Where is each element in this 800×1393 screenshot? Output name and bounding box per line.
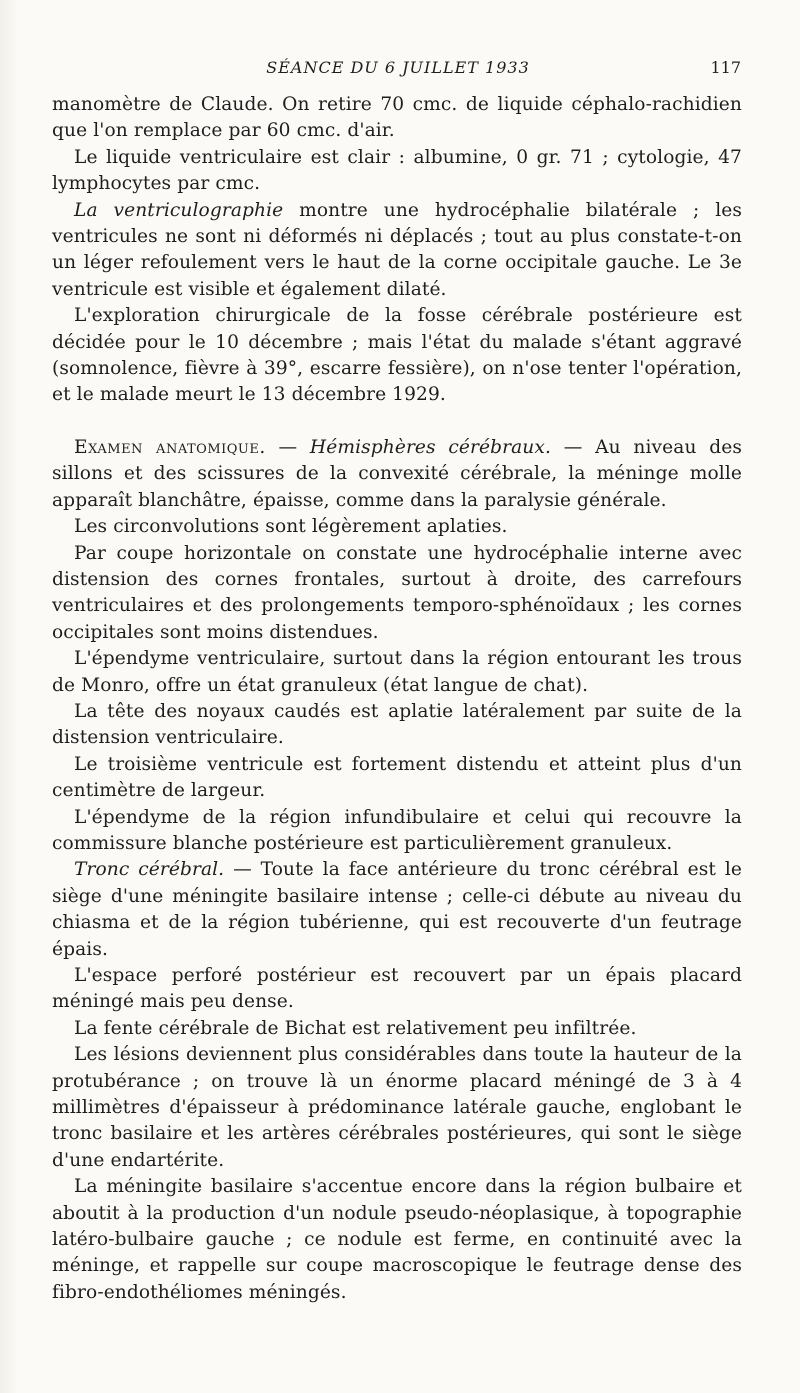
paragraph-text: La tête des noyaux caudés est aplatie latéralement par suite de la distension ventriculaire. xyxy=(52,700,742,749)
paragraph-text: Par coupe horizontale on constate une hydrocéphalie interne avec distension des cornes frontales, surtout à droite, des carrefours ventriculaires et des prolongements temporo-sphénoïdaux ; les cornes occipitales sont moins distendues. xyxy=(52,542,742,643)
paragraph-examen-anatomique xyxy=(52,435,742,514)
body-text xyxy=(52,92,742,1306)
paragraph-troisieme-ventricule xyxy=(52,752,742,805)
paragraph-exploration xyxy=(52,303,742,409)
paragraph-text: L'espace perforé postérieur est recouvert par un épais placard méningé mais peu dense. xyxy=(52,965,742,1013)
paragraph-text: L'épendyme ventriculaire, surtout dans la région entourant les trous de Monro, offre un état granuleux (état langue de chat). xyxy=(52,648,742,696)
paragraph-ventriculographie xyxy=(52,198,742,304)
paragraph-text: La méningite basilaire s'accentue encore dans la région bulbaire et aboutit à la production d'un nodule pseudo-néoplasique, à topographie latéro-bulbaire gauche ; ce nodule est ferme, en continuité avec la méninge, et rappelle sur coupe macroscopique le feutrage dense des fibro-endothéliomes méningés. xyxy=(52,1176,742,1303)
paragraph-text: manomètre de Claude. On retire 70 cmc. de liquide céphalo-rachidien que l'on remplace par 60 cmc. d'air. xyxy=(52,94,742,142)
paragraph-text: Le liquide ventriculaire est clair : albumine, 0 gr. 71 ; cytologie, 47 lymphocytes par cmc. xyxy=(52,146,742,195)
paragraph-text: montre une hydrocéphalie bilatérale ; les ventricules ne sont ni déformés ni déplacés ; tout au plus constate-t-on un léger refoulement vers le haut de la corne occipitale gauche. Le 3e ventricule est visible et également dilaté. xyxy=(52,199,742,300)
running-title: SÉANCE DU 6 JUILLET 1933 xyxy=(266,58,530,77)
paragraph-meningite-basilaire xyxy=(52,1174,742,1306)
page-number: 117 xyxy=(710,58,741,77)
subsection-heading: Tronc cérébral. xyxy=(74,859,225,881)
paragraph-lesions xyxy=(52,1042,742,1174)
section-heading: Examen anatomique. xyxy=(74,436,266,458)
paragraph-text: — Toute la face antérieure du tronc cérébral est le siège d'une méningite basilaire intense ; celle-ci débute au niveau du chiasma et de la région tubérienne, qui est recouverte d'un feutrage épais. xyxy=(52,859,742,960)
paragraph-text: Les circonvolutions sont légèrement aplaties. xyxy=(74,516,508,538)
dash: — xyxy=(265,436,310,458)
paragraph-coupe-horizontale xyxy=(52,541,742,647)
paragraph-text: Les lésions deviennent plus considérables dans toute la hauteur de la protubérance ; on trouve là un énorme placard méningé de 3 à 4 millimètres d'épaisseur à prédominance latérale gauche, englobant le tronc basilaire et les artères cérébrales postérieures, qui sont le siège d'une endartérite. xyxy=(52,1044,742,1171)
paragraph-text: La fente cérébrale de Bichat est relativement peu infiltrée. xyxy=(74,1017,637,1039)
paragraph-fente-bichat xyxy=(52,1016,742,1042)
paragraph-text: — Au niveau des sillons et des scissures de la convexité cérébrale, la méninge molle apparaît blanchâtre, épaisse, comme dans la paralysie générale. xyxy=(52,436,742,511)
paragraph-ependyme-ventriculaire xyxy=(52,646,742,699)
subsection-heading: Hémisphères cérébraux. xyxy=(309,436,551,458)
paragraph-liquide xyxy=(52,145,742,198)
paragraph-text: Le troisième ventricule est fortement distendu et atteint plus d'un centimètre de largeur. xyxy=(52,753,742,802)
paragraph-tronc-cerebral xyxy=(52,857,742,963)
paragraph-espace-perfore xyxy=(52,963,742,1016)
paragraph-lead: La ventriculographie xyxy=(74,199,284,221)
paragraph-ependyme-infundibulaire xyxy=(52,805,742,858)
paragraph-circonvolutions xyxy=(52,514,742,540)
paragraph-manometre xyxy=(52,92,742,145)
paragraph-text: L'épendyme de la région infundibulaire et celui qui recouvre la commissure blanche postérieure est particulièrement granuleux. xyxy=(52,806,742,854)
paragraph-text: L'exploration chirurgicale de la fosse cérébrale postérieure est décidée pour le 10 décembre ; mais l'état du malade s'étant aggravé (somnolence, fièvre à 39°, escarre fessière), on n'ose tenter l'opération, et le malade meurt le 13 décembre 1929. xyxy=(52,305,742,406)
running-head xyxy=(55,58,741,82)
paragraph-noyaux-caudes xyxy=(52,699,742,752)
